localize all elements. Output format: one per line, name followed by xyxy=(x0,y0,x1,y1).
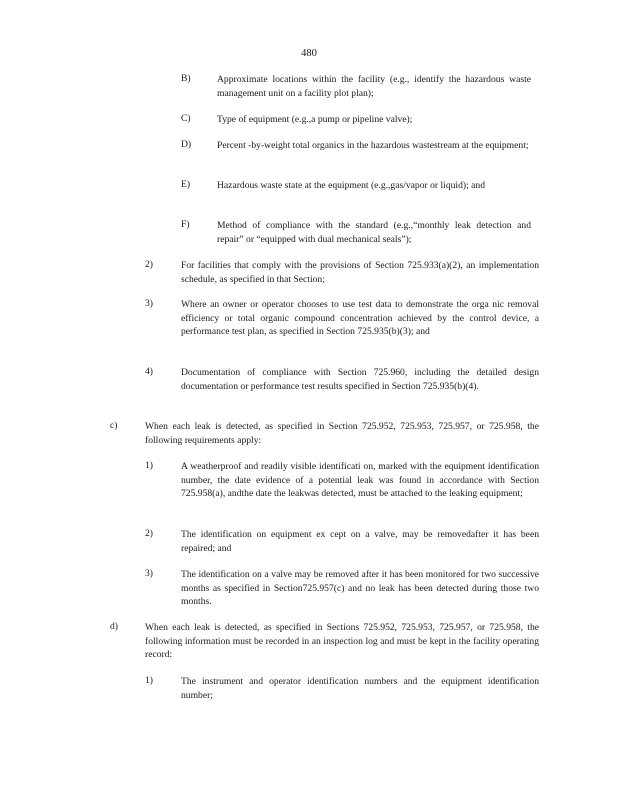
item-text: Hazardous waste state at the equipment (e.g.,gas/vapor or liquid); and xyxy=(217,180,486,191)
item-text: The identification on a valve may be removed after it has been monitored for two successive months as specified in Section725.957(c) and no leak has been detected during those two months. xyxy=(181,569,539,608)
item-label: 3) xyxy=(145,298,153,309)
item-text: Documentation of compliance with Section 725.960, including the detailed design documentation or performance test results specified in Section 725.935(b)(4). xyxy=(181,367,539,392)
item-text: The instrument and operator identification numbers and the equipment identification number; xyxy=(181,676,539,701)
item-label: D) xyxy=(181,139,192,150)
item-text: For facilities that comply with the provisions of Section 725.933(a)(2), an implementation schedule, as specified in that Section; xyxy=(181,260,539,285)
item-text: Where an owner or operator chooses to use test data to demonstrate the orga nic removal efficiency or total organic compound concentration achieved by the control device, a performance test plan, as specified in Section 725.935(b)(3); and xyxy=(181,299,539,338)
item-label: 2) xyxy=(145,528,153,539)
item-label: 3) xyxy=(145,568,153,579)
item-text: The identification on equipment ex cept on a valve, may be removedafter it has been repaired; and xyxy=(181,529,539,554)
item-label: C) xyxy=(181,113,191,124)
item-text: Percent -by-weight total organics in the hazardous wastestream at the equipment; xyxy=(217,140,529,151)
item-label: E) xyxy=(181,179,191,190)
item-label: 4) xyxy=(145,366,153,377)
page-number: 480 xyxy=(301,48,317,59)
item-text: When each leak is detected, as specified in Section 725.952, 725.953, 725.957, or 725.958, the following requirements apply: xyxy=(145,421,539,446)
item-text: Method of compliance with the standard (e.g.,“monthly leak detection and repair” or “equipped with dual mechanical seals”); xyxy=(217,220,531,245)
item-text: Approximate locations within the facility (e.g., identify the hazardous waste management unit on a facility plot plan); xyxy=(217,74,531,99)
item-label: c) xyxy=(110,420,118,431)
item-text: A weatherproof and readily visible identificati on, marked with the equipment identification number, the date evidence of a potential leak was found in accordance with Section 725.958(a), andthe date the leakwas detected, must be attached to the leaking equipment; xyxy=(181,461,539,500)
item-label: B) xyxy=(181,73,191,84)
item-text: When each leak is detected, as specified in Sections 725.952, 725.953, 725.957, or 725.958, the following information must be recorded in an inspection log and must be kept in the facility operating record: xyxy=(145,622,539,661)
item-label: 2) xyxy=(145,259,153,270)
item-label: 1) xyxy=(145,460,153,471)
item-label: d) xyxy=(110,621,118,632)
item-text: Type of equipment (e.g.,a pump or pipeline valve); xyxy=(217,114,413,125)
item-label: F) xyxy=(181,219,190,230)
item-label: 1) xyxy=(145,675,153,686)
